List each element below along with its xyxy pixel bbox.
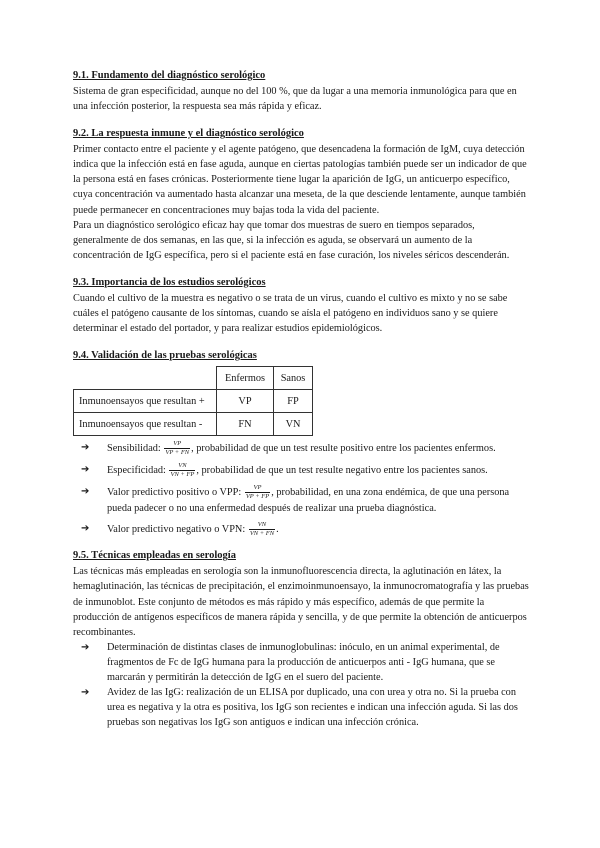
document-page [73, 68, 531, 742]
arrow-icon: ➔ [81, 687, 90, 699]
bullet-label: Sensibilidad: [107, 443, 161, 455]
list-item [81, 440, 531, 457]
bullet-label: Valor predictivo negativo o VPN: [107, 524, 246, 536]
paragraph: Primer contacto entre el paciente y el agente patógeno, que desencadena la formación de IgM, cuya detección indica que la infección está en fase aguda, aunque en ciertas patologías también puede ser un indicador de que la persona está en fases crónicas. Posteriormente tiene lugar la aparición de IgG, un anticuerpo específico, cuya concentración va aumentado hasta alcanzar una meseta, de la que desciende lentamente, aunque también puede permanecer en concentraciones muy bajas toda la vida del paciente. [73, 144, 527, 216]
paragraph: Para un diagnóstico serológico eficaz hay que tomar dos muestras de suero en tiempos separados, generalmente de dos semanas, en las que, si la infección es aguda, se observará un aumento de la concentración de IgG específica, pero si el paciente está en fase curación, los niveles séricos descenderán. [73, 219, 510, 261]
section-9-5 [73, 548, 531, 730]
table-row-label: Inmunoensayos que resultan + [74, 390, 217, 413]
section-9-1 [73, 68, 531, 114]
fraction-numerator: VN [249, 521, 275, 530]
fraction [245, 484, 270, 501]
validation-bullets [73, 440, 531, 538]
table-header: Enfermos [217, 367, 274, 390]
arrow-icon: ➔ [81, 486, 90, 498]
bullet-label: Especificidad: [107, 465, 166, 477]
validation-table [73, 366, 313, 436]
table-cell: FP [274, 390, 313, 413]
section-title: 9.1. Fundamento del diagnóstico serológico [73, 70, 266, 81]
section-title: 9.4. Validación de las pruebas serológicas [73, 350, 257, 362]
table-row [74, 413, 313, 436]
arrow-icon: ➔ [81, 523, 90, 535]
section-title: 9.3. Importancia de los estudios serológicos [73, 276, 266, 288]
section-9-2 [73, 126, 531, 263]
list-item [81, 640, 531, 685]
list-item [81, 521, 531, 538]
fraction-denominator: VP + FP [245, 493, 270, 501]
list-item [81, 484, 531, 516]
bullet-text: Determinación de distintas clases de inmunoglobulinas: inóculo, en un animal experimental, de fragmentos de Fc de IgG humana para la producción de anticuerpos anti - IgG humana, que se marcarán y permitirán la detección de IgG en el suero del paciente. [107, 641, 500, 683]
section-title: 9.2. La respuesta inmune y el diagnóstico serológico [73, 128, 304, 140]
bullet-text: , probabilidad, en una zona endémica, de que una persona pueda padecer o no una enfermedad después de realizar una prueba diagnóstica. [107, 487, 510, 515]
bullet-text: Avidez de las IgG: realización de un ELISA por duplicado, una con urea y otra no. Si la prueba con urea es negativa y la otra es positiva, los IgG son recientes e indican una infección aguda. Si las dos pruebas son negativas los IgG son antiguos e indican una infección crónica. [107, 687, 518, 729]
fraction [249, 521, 275, 538]
table-header-row [74, 367, 313, 390]
section-title: 9.5. Técnicas empleadas en serología [73, 550, 236, 562]
fraction-numerator: VP [164, 440, 190, 449]
fraction [169, 462, 195, 479]
table-corner [74, 367, 217, 390]
technique-bullets [73, 640, 531, 731]
paragraph: Cuando el cultivo de la muestra es negativo o se trata de un virus, cuando el cultivo es mixto y no se sabe cuáles el patógeno causante de los síntomas, cuando se aísla el patógeno en individuos sano y se quiere determinar el estado del portador, y para realizar estudios epidemiológicos. [73, 292, 508, 335]
bullet-text: , probabilidad de que un test resulte positivo entre los pacientes enfermos. [191, 443, 496, 455]
paragraph: Las técnicas más empleadas en serología son la inmunofluorescencia directa, la aglutinación en látex, la hemaglutinación, las técnicas de precipitación, el enzimoinmunoensayo, la inmunocromatografía y las pruebas de inmunoblot. Este conjunto de métodos es más rápido y más específico, además de que permite la producción de antígenos específicos de manera rápida y sencilla, y de que permite la obtención de anticuerpos recombinantes. [73, 566, 529, 638]
table-cell: VP [217, 390, 274, 413]
fraction-denominator: VN + FP [170, 471, 195, 479]
fraction-denominator: VN + FN [249, 530, 275, 538]
arrow-icon: ➔ [81, 641, 90, 653]
bullet-text: , probabilidad de que un test resulte negativo entre los pacientes sanos. [196, 465, 488, 477]
section-9-4 [73, 348, 531, 538]
arrow-icon: ➔ [81, 442, 90, 454]
list-item [81, 685, 531, 730]
table-cell: VN [274, 413, 313, 436]
bullet-label: Valor predictivo positivo o VPP: [107, 487, 242, 499]
fraction [164, 440, 190, 457]
table-cell: FN [217, 413, 274, 436]
list-item [81, 462, 531, 479]
table-header: Sanos [274, 367, 313, 390]
table-row [74, 390, 313, 413]
fraction-denominator: VP + FN [165, 449, 190, 457]
section-9-3 [73, 275, 531, 336]
arrow-icon: ➔ [81, 464, 90, 476]
fraction-numerator: VN [169, 462, 195, 471]
table-row-label: Inmunoensayos que resultan - [74, 413, 217, 436]
paragraph: Sistema de gran especificidad, aunque no del 100 %, que da lugar a una memoria inmunológica para que en una infección posterior, la respuesta sea más rápida y eficaz. [73, 86, 517, 113]
fraction-numerator: VP [245, 484, 270, 493]
bullet-text: . [276, 524, 279, 536]
